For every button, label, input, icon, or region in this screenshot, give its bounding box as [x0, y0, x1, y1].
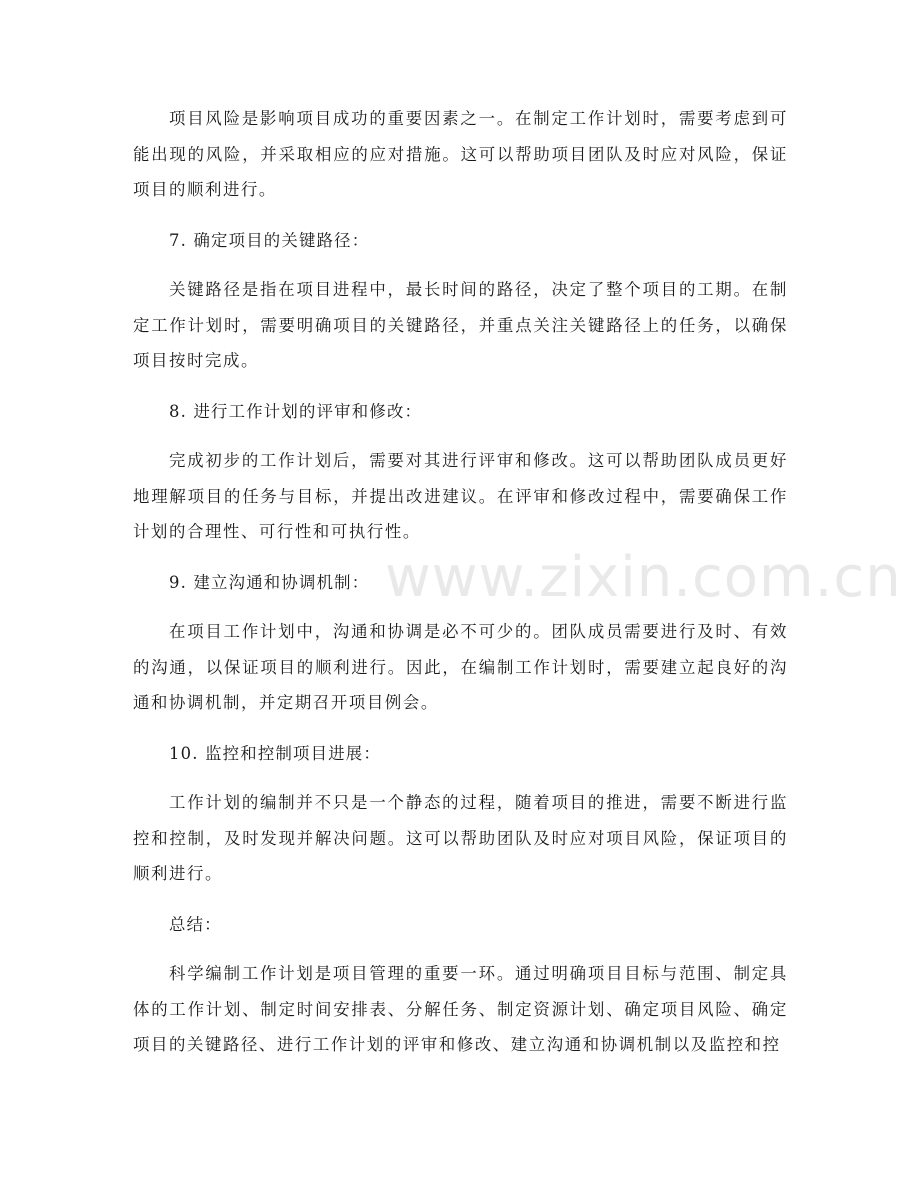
paragraph-project-risk: 项目风险是影响项目成功的重要因素之一。在制定工作计划时，需要考虑到可能出现的风险，并采取相应的应对措施。这可以帮助项目团队及时应对风险，保证项目的顺利进行。 [133, 109, 788, 199]
paragraph-critical-path: 关键路径是指在项目进程中，最长时间的路径，决定了整个项目的工期。在制定工作计划时，需要明确项目的关键路径，并重点关注关键路径上的任务，以确保项目按时完成。 [133, 280, 788, 370]
paragraph-plan-review: 完成初步的工作计划后，需要对其进行评审和修改。这可以帮助团队成员更好地理解项目的任务与目标，并提出改进建议。在评审和修改过程中，需要确保工作计划的合理性、可行性和可执行性。 [133, 451, 788, 541]
paragraph-summary: 科学编制工作计划是项目管理的重要一环。通过明确项目目标与范围、制定具体的工作计划、制定时间安排表、分解任务、制定资源计划、确定项目风险、确定项目的关键路径、进行工作计划的评审和修改、建立沟通和协调机制以及监控和控 [133, 964, 788, 1054]
heading-communication: 9. 建立沟通和协调机制： [169, 573, 370, 592]
watermark: www.zixin.com.cn [385, 545, 902, 610]
paragraph-monitoring: 工作计划的编制并不只是一个静态的过程，随着项目的推进，需要不断进行监控和控制，及时发现并解决问题。这可以帮助团队及时应对项目风险，保证项目的顺利进行。 [133, 793, 788, 883]
heading-summary: 总结： [169, 915, 222, 934]
paragraph-communication: 在项目工作计划中，沟通和协调是必不可少的。团队成员需要进行及时、有效的沟通，以保证项目的顺利进行。因此，在编制工作计划时，需要建立起良好的沟通和协调机制，并定期召开项目例会。 [133, 622, 788, 712]
heading-plan-review: 8. 进行工作计划的评审和修改： [169, 402, 423, 421]
heading-monitoring: 10. 监控和控制项目进展： [169, 744, 381, 763]
heading-critical-path: 7. 确定项目的关键路径： [169, 231, 370, 250]
